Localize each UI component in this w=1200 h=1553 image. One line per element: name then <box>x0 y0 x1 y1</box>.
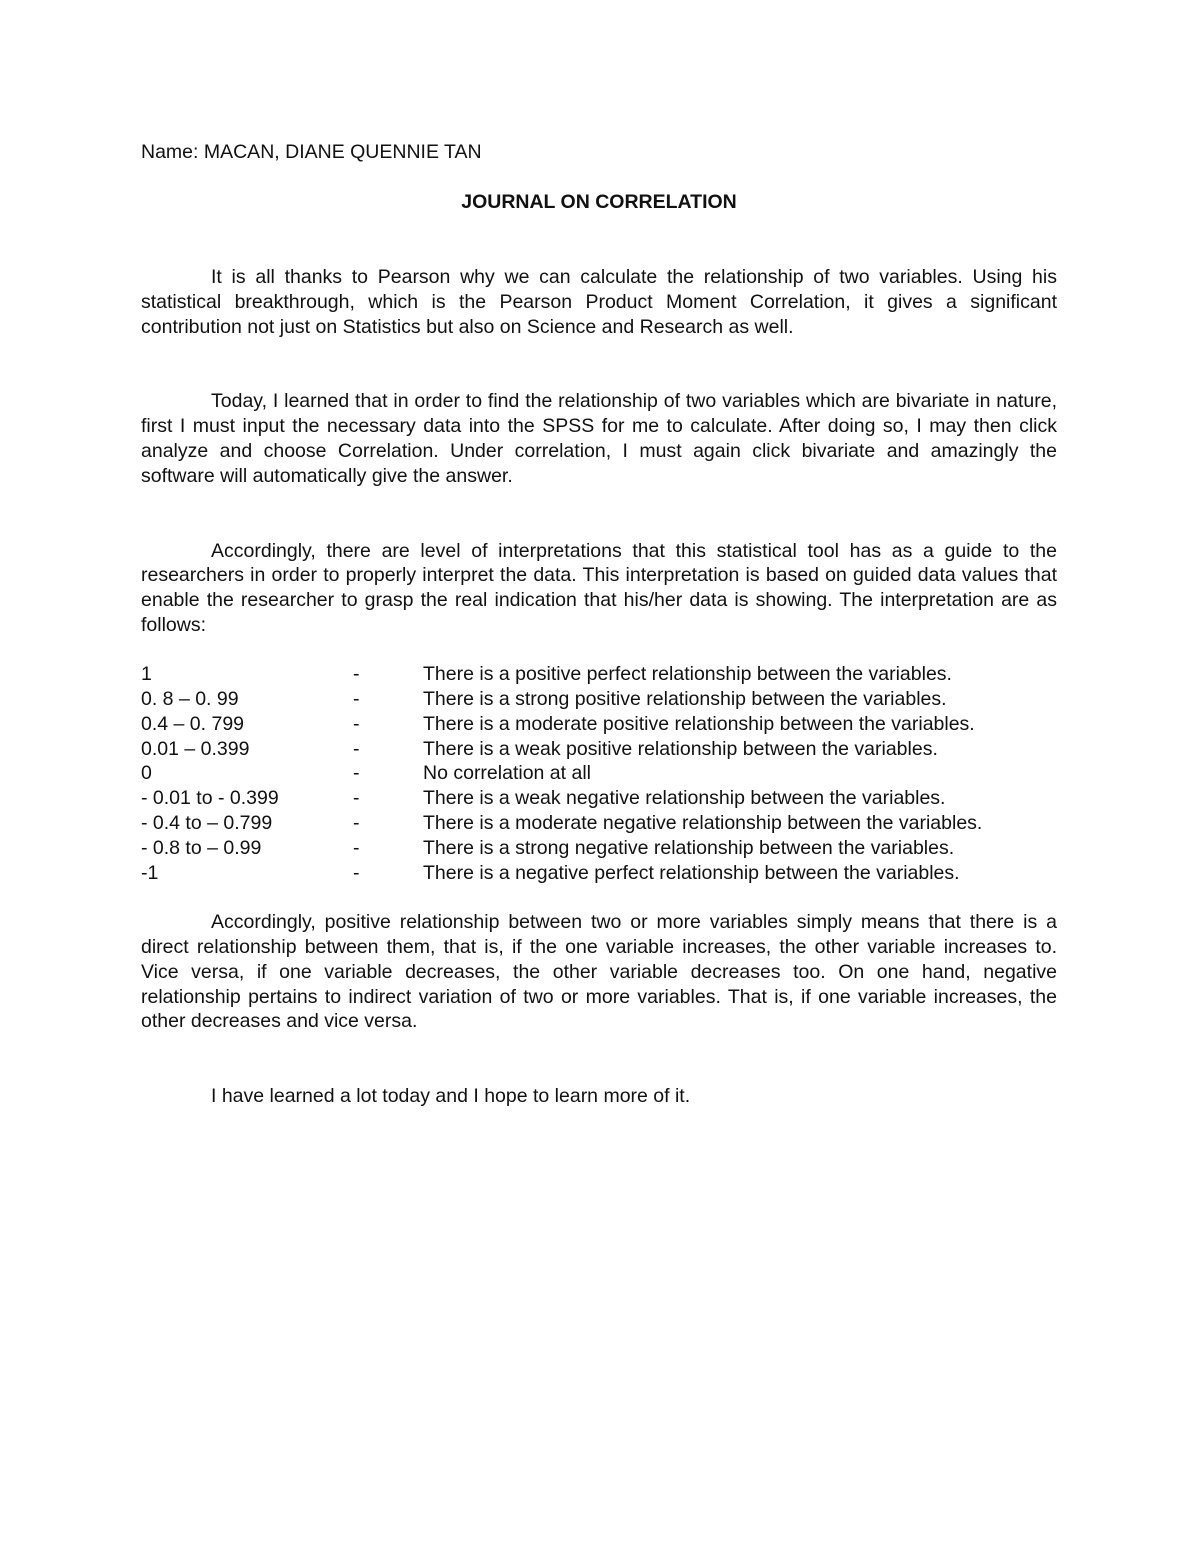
correlation-range: 0 <box>141 762 152 785</box>
interpretation-row <box>141 836 1057 861</box>
separator-dash: - <box>353 712 360 735</box>
interpretation-row <box>141 761 1057 786</box>
interpretation-text: There is a strong positive relationship between the variables. <box>423 688 947 711</box>
interpretation-row <box>141 811 1057 836</box>
correlation-range: - 0.4 to – 0.799 <box>141 812 273 835</box>
interpretation-text: There is a positive perfect relationship between the variables. <box>423 663 952 686</box>
separator-dash: - <box>353 663 360 686</box>
student-name: Name: MACAN, DIANE QUENNIE TAN <box>141 141 482 163</box>
correlation-range: 0.4 – 0. 799 <box>141 712 245 735</box>
separator-dash: - <box>353 861 360 884</box>
document-title: JOURNAL ON CORRELATION <box>461 191 737 213</box>
interpretation-text: No correlation at all <box>423 762 591 785</box>
separator-dash: - <box>353 762 360 785</box>
correlation-range: 1 <box>141 663 152 686</box>
correlation-range: - 0.8 to – 0.99 <box>141 836 262 859</box>
correlation-range: - 0.01 to - 0.399 <box>141 787 279 810</box>
interpretation-row <box>141 737 1057 762</box>
correlation-range: -1 <box>141 861 159 884</box>
document-page <box>141 140 1057 1109</box>
interpretation-row <box>141 786 1057 811</box>
interpretation-table <box>141 662 1057 885</box>
interpretation-row <box>141 687 1057 712</box>
correlation-range: 0. 8 – 0. 99 <box>141 688 239 711</box>
paragraph-spss-steps: Today, I learned that in order to find the relationship of two variables which are bivariate in nature, first I must input the necessary data into the SPSS for me to calculate. After doing so, I may then click analyze and choose Correlation. Under correlation, I must again click bivariate and amazingly the software will automatically give the answer. <box>141 390 1057 487</box>
paragraph-positive-negative: Accordingly, positive relationship between two or more variables simply means that there is a direct relationship between them, that is, if the one variable increases, the other variable increases to. Vice versa, if one variable decreases, the other variable decreases too. On one hand, negative relationship pertains to indirect variation of two or more variables. That is, if one variable increases, the other decreases and vice versa. <box>141 911 1057 1033</box>
interpretation-row <box>141 861 1057 886</box>
separator-dash: - <box>353 787 360 810</box>
separator-dash: - <box>353 688 360 711</box>
interpretation-row <box>141 662 1057 687</box>
interpretation-text: There is a moderate negative relationship between the variables. <box>423 812 983 835</box>
interpretation-row <box>141 712 1057 737</box>
interpretation-text: There is a weak positive relationship between the variables. <box>423 737 938 760</box>
paragraph-closing: I have learned a lot today and I hope to learn more of it. <box>211 1085 691 1108</box>
paragraph-intro: It is all thanks to Pearson why we can calculate the relationship of two variables. Using his statistical breakthrough, which is the Pearson Product Moment Correlation, it gives a significant contribution not just on Statistics but also on Science and Research as well. <box>141 266 1057 338</box>
interpretation-text: There is a weak negative relationship between the variables. <box>423 787 946 810</box>
separator-dash: - <box>353 836 360 859</box>
correlation-range: 0.01 – 0.399 <box>141 737 250 760</box>
interpretation-text: There is a negative perfect relationship between the variables. <box>423 861 960 884</box>
separator-dash: - <box>353 812 360 835</box>
separator-dash: - <box>353 737 360 760</box>
interpretation-text: There is a moderate positive relationship between the variables. <box>423 712 975 735</box>
interpretation-text: There is a strong negative relationship between the variables. <box>423 836 955 859</box>
paragraph-interpretation-intro: Accordingly, there are level of interpretations that this statistical tool has as a guide to the researchers in order to properly interpret the data. This interpretation is based on guided data values that enable the researcher to grasp the real indication that his/her data is showing. The interpretation are as follows: <box>141 539 1057 636</box>
